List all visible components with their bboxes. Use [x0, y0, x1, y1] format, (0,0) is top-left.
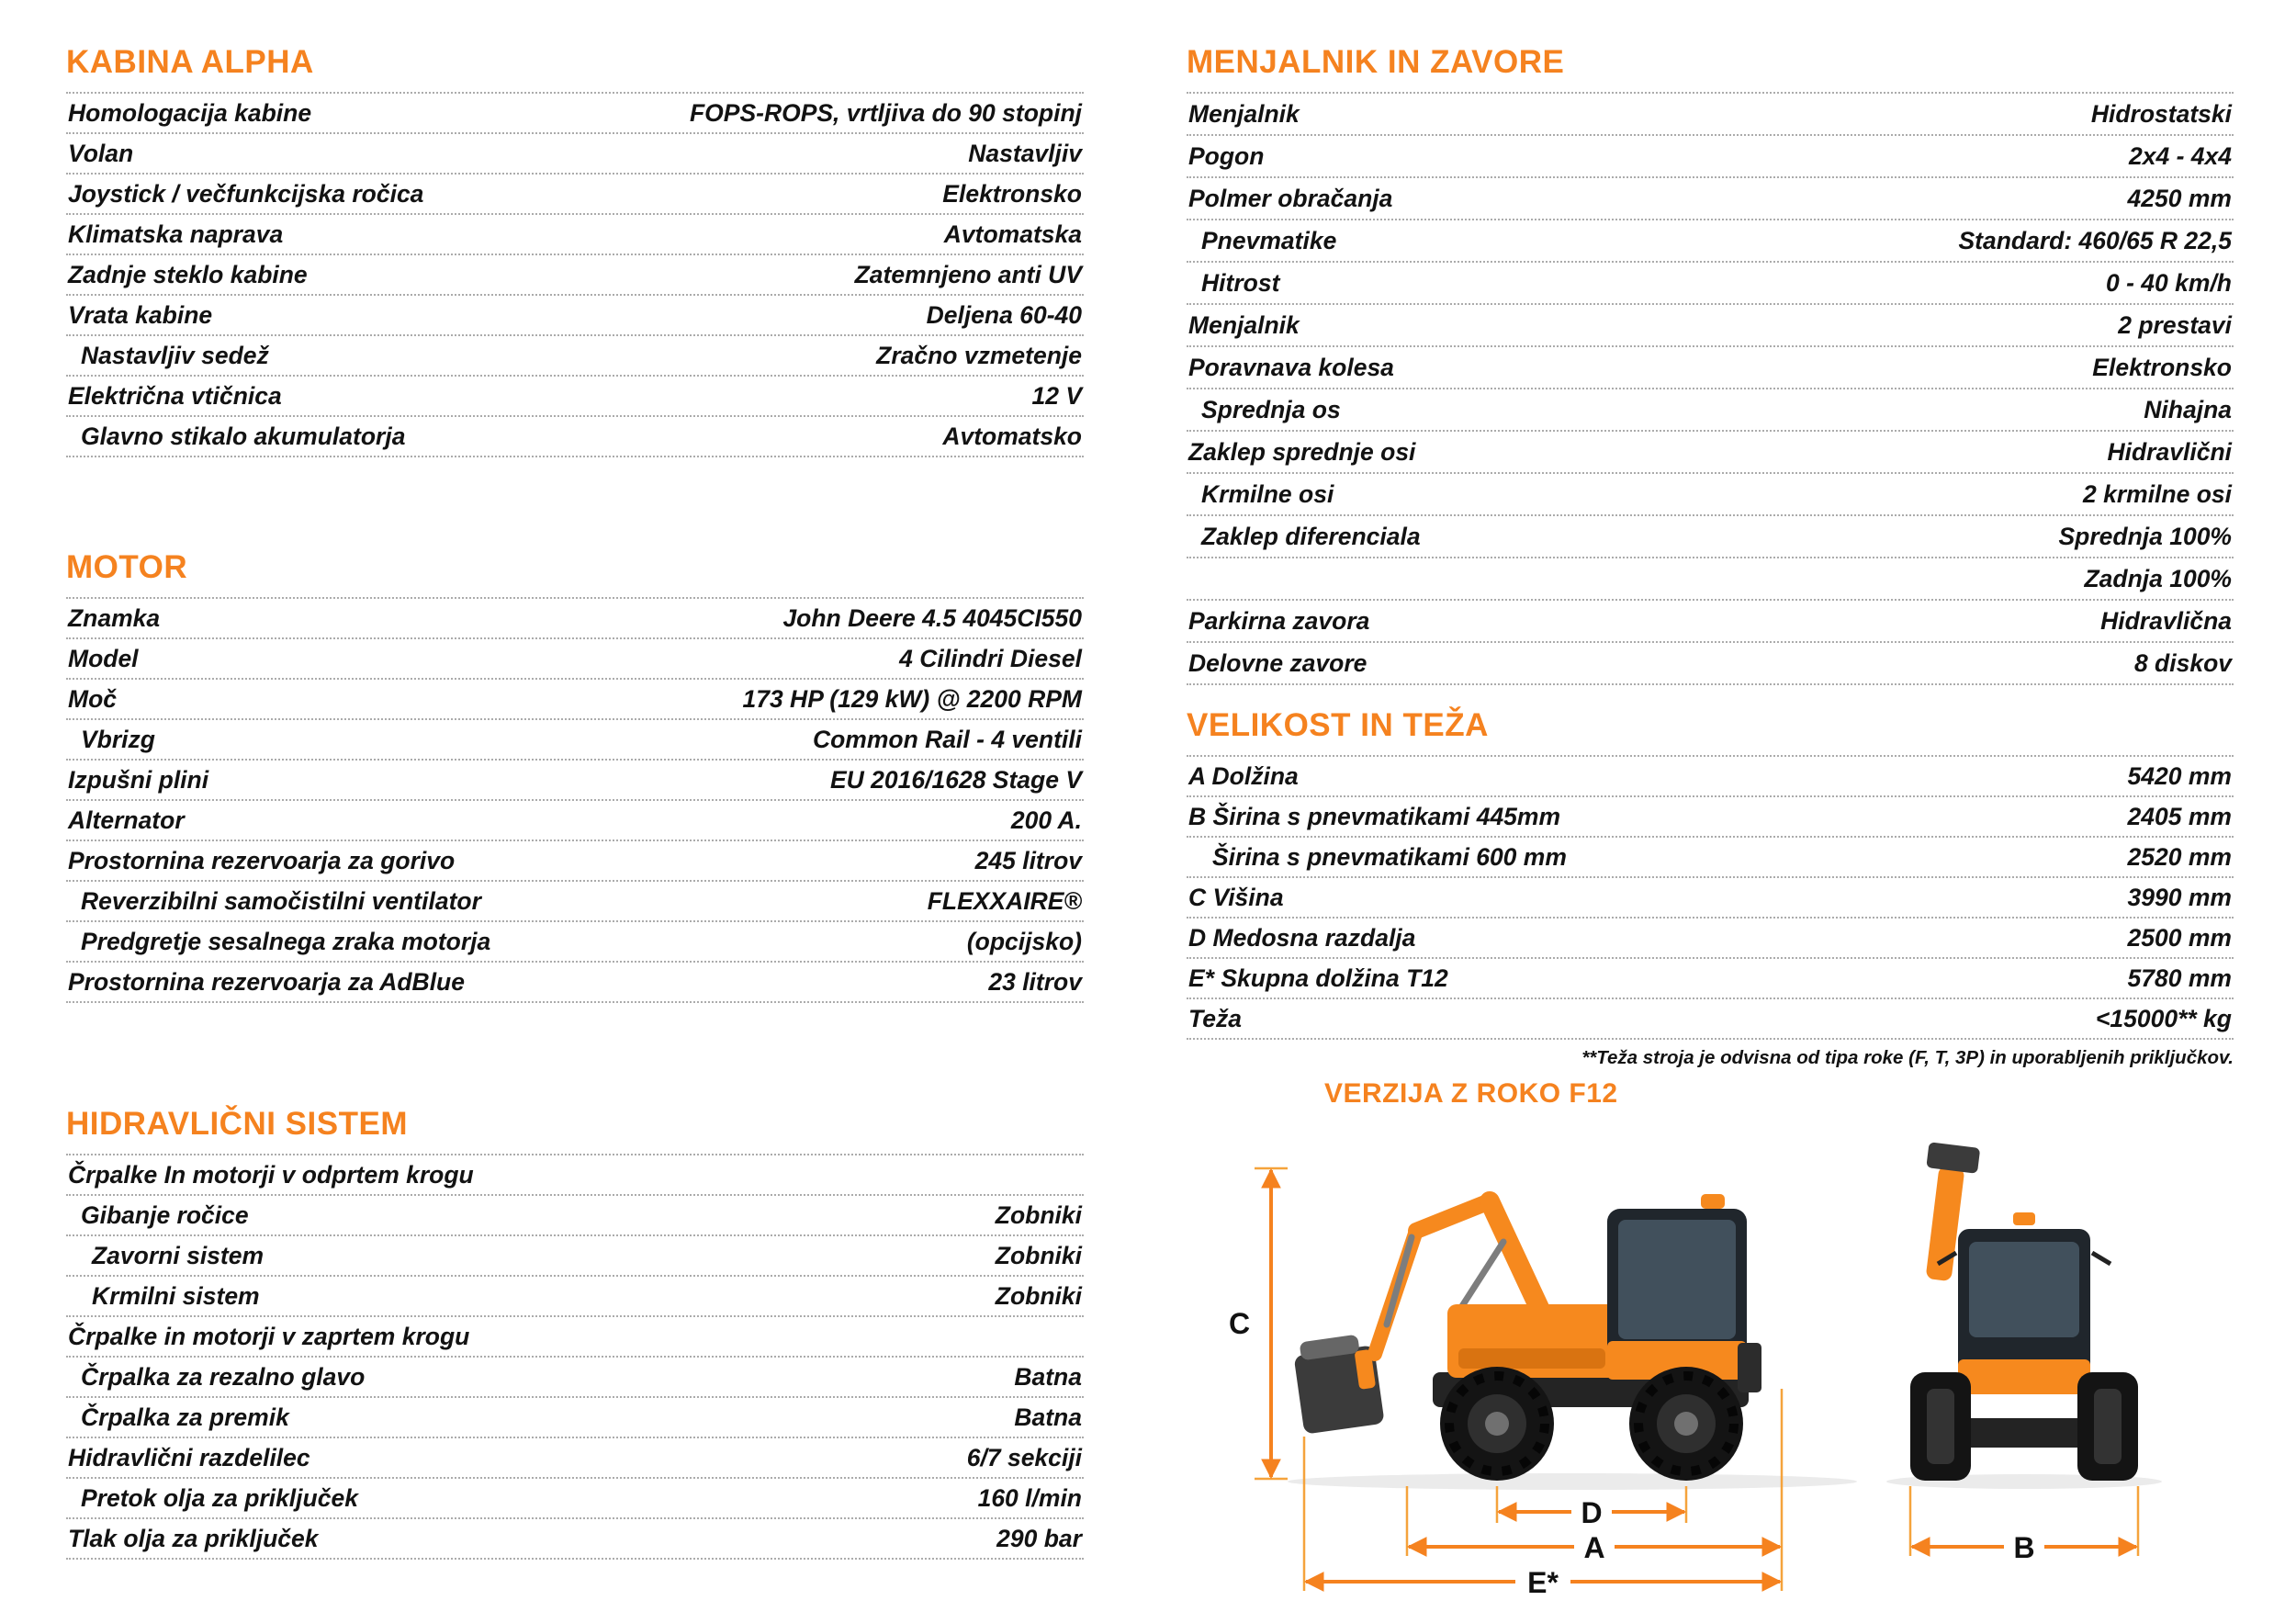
spec-value: Deljena 60-40: [926, 300, 1082, 329]
spec-value: Nihajna: [2144, 395, 2232, 423]
spec-label: Širina s pnevmatikami 600 mm: [1212, 842, 1567, 871]
spec-value: 2 krmilne osi: [2082, 479, 2232, 508]
spec-label: Homologacija kabine: [68, 98, 312, 127]
spec-row: [66, 417, 1084, 457]
spec-row: [1187, 797, 2234, 838]
spec-label: Gibanje ročice: [81, 1200, 249, 1229]
spec-row: [1187, 220, 2234, 263]
spec-label: Alternator: [68, 806, 185, 834]
spec-value: 2520 mm: [2127, 842, 2232, 871]
spec-row: [66, 1317, 1084, 1358]
machine-diagram-svg: [1187, 1113, 2234, 1609]
spec-value: 160 l/min: [977, 1483, 1082, 1512]
front-weight: [1738, 1343, 1761, 1392]
spec-value: 200 A.: [1010, 806, 1082, 834]
spec-row: [1187, 601, 2234, 643]
spec-row: [1187, 178, 2234, 220]
spec-label: D Medosna razdalja: [1188, 923, 1416, 952]
spec-label: Model: [68, 644, 139, 672]
spec-label: Volan: [68, 139, 134, 167]
spec-row: [66, 1277, 1084, 1317]
spec-row: [66, 963, 1084, 1003]
spec-row: [66, 215, 1084, 255]
spec-value: Elektronsko: [942, 179, 1082, 208]
spec-value: FLEXXAIRE®: [927, 886, 1082, 915]
spec-label: Glavno stikalo akumulatorja: [81, 422, 406, 450]
spec-label: Tlak olja za priključek: [68, 1524, 319, 1552]
section-title-velikost-in-teza: VELIKOST IN TEŽA: [1187, 707, 1489, 743]
spec-row: [1187, 516, 2234, 558]
spec-label: Moč: [68, 684, 117, 713]
spec-row: [1187, 959, 2234, 999]
section-title-menjalnik-in-zavore: MENJALNIK IN ZAVORE: [1187, 44, 1565, 80]
spec-value: 245 litrov: [974, 846, 1082, 874]
spec-row: [66, 134, 1084, 175]
spec-row: [1187, 389, 2234, 432]
spec-value: 0 - 40 km/h: [2106, 268, 2232, 297]
spec-row: [66, 1438, 1084, 1479]
section-velikost-in-teza: [1187, 707, 2234, 1069]
spec-row: [1187, 347, 2234, 389]
spec-value: 12 V: [1031, 381, 1082, 410]
spec-value: 8 diskov: [2133, 648, 2232, 677]
spec-value: Hidrostatski: [2090, 99, 2232, 128]
spec-label: Črpalke in motorji v zaprtem krogu: [68, 1322, 470, 1350]
spec-label: Izpušni plini: [68, 765, 209, 794]
spec-label: Joystick / večfunkcijska ročica: [68, 179, 424, 208]
spec-label: Krmilni sistem: [92, 1281, 260, 1310]
spec-label: Črpalka za rezalno glavo: [81, 1362, 366, 1391]
dim-label-a: A: [1583, 1531, 1605, 1564]
spec-label: Črpalka za premik: [81, 1403, 289, 1431]
spec-row: [66, 801, 1084, 841]
spec-row: [66, 1358, 1084, 1398]
spec-value: 3990 mm: [2127, 883, 2232, 911]
spec-value: Avtomatska: [943, 220, 1082, 248]
spec-value: <15000** kg: [2095, 1004, 2232, 1032]
spec-value: Hidravlični: [2107, 437, 2232, 466]
spec-row: [1187, 136, 2234, 178]
spec-table-hidravlicni-sistem: [66, 1154, 1084, 1560]
spec-value: 23 litrov: [988, 967, 1082, 996]
spec-label: Električna vtičnica: [68, 381, 282, 410]
spec-label: Krmilne osi: [1201, 479, 1334, 508]
spec-table-velikost-in-teza: [1187, 755, 2234, 1040]
spec-row: [66, 175, 1084, 215]
spec-label: Zavorni sistem: [92, 1241, 264, 1269]
spec-row: [66, 1519, 1084, 1560]
section-menjalnik-in-zavore: [1187, 44, 2234, 685]
spec-value: Zatemnjeno anti UV: [854, 260, 1082, 288]
spec-value: 6/7 sekciji: [966, 1443, 1082, 1471]
spec-label: Pogon: [1188, 141, 1265, 170]
spec-row: [66, 1236, 1084, 1277]
spec-row: [66, 94, 1084, 134]
dim-label-d: D: [1581, 1496, 1603, 1529]
spec-label: Nastavljiv sedež: [81, 341, 269, 369]
spec-label: Reverzibilni samočistilni ventilator: [81, 886, 481, 915]
spec-row: [1187, 757, 2234, 797]
spec-label: Vrata kabine: [68, 300, 213, 329]
spec-row: [66, 922, 1084, 963]
spec-value: 5420 mm: [2127, 761, 2232, 790]
spec-table-motor: [66, 597, 1084, 1003]
spec-label: Prostornina rezervoarja za AdBlue: [68, 967, 465, 996]
spec-value: Zobniki: [995, 1241, 1082, 1269]
spec-row: [66, 1196, 1084, 1236]
spec-value: Zračno vzmetenje: [876, 341, 1082, 369]
spec-row: [1187, 474, 2234, 516]
section-motor: [66, 549, 1084, 1003]
right-column: [1187, 44, 2234, 1614]
spec-value: Zobniki: [995, 1200, 1082, 1229]
engine-hood: [1447, 1304, 1618, 1378]
dim-label-b: B: [2013, 1531, 2035, 1564]
section-title-hidravlicni-sistem: HIDRAVLIČNI SISTEM: [66, 1106, 408, 1142]
dim-label-e: E*: [1527, 1566, 1559, 1599]
section-title-motor: MOTOR: [66, 549, 188, 585]
spec-value: Hidravlična: [2100, 606, 2232, 635]
spec-row: [1187, 432, 2234, 474]
spec-label: Menjalnik: [1188, 99, 1300, 128]
spec-row: [66, 639, 1084, 680]
spec-row: [66, 255, 1084, 296]
spec-value: 4250 mm: [2127, 184, 2232, 212]
spec-value: Avtomatsko: [942, 422, 1082, 450]
spec-value: 173 HP (129 kW) @ 2200 RPM: [742, 684, 1082, 713]
spec-label: Pnevmatike: [1201, 226, 1337, 254]
section-hidravlicni-sistem: [66, 1106, 1084, 1560]
spec-row: [66, 1155, 1084, 1196]
spec-row: [66, 1479, 1084, 1519]
spec-label: Klimatska naprava: [68, 220, 284, 248]
spec-row: [1187, 558, 2234, 601]
spec-value: 2x4 - 4x4: [2129, 141, 2232, 170]
spec-value: Zobniki: [995, 1281, 1082, 1310]
spec-value: 290 bar: [996, 1524, 1082, 1552]
spec-row: [1187, 643, 2234, 685]
spec-row: [66, 680, 1084, 720]
spec-value: Elektronsko: [2092, 353, 2232, 381]
spec-label: Sprednja os: [1201, 395, 1341, 423]
spec-value: 2 prestavi: [2118, 310, 2232, 339]
spec-label: Teža: [1188, 1004, 1242, 1032]
spec-label: Zaklep sprednje osi: [1188, 437, 1416, 466]
spec-row: [66, 1398, 1084, 1438]
machine-rear-view: [1910, 1142, 2138, 1481]
left-column: [66, 44, 1084, 1560]
spec-value: 2405 mm: [2127, 802, 2232, 830]
spec-row: [66, 296, 1084, 336]
spec-row: [66, 720, 1084, 761]
side-cab: [1607, 1194, 1747, 1380]
spec-table-kabina-alpha: [66, 92, 1084, 457]
spec-row: [1187, 94, 2234, 136]
spec-value: Zadnja 100%: [2084, 564, 2232, 592]
spec-row: [1187, 878, 2234, 919]
rear-cab: [1938, 1212, 2110, 1394]
spec-label: Polmer obračanja: [1188, 184, 1393, 212]
rear-axle: [1967, 1418, 2081, 1448]
spec-label: Poravnava kolesa: [1188, 353, 1394, 381]
spec-value: Standard: 460/65 R 22,5: [1958, 226, 2232, 254]
spec-label: Pretok olja za priključek: [81, 1483, 358, 1512]
spec-value: EU 2016/1628 Stage V: [829, 765, 1082, 794]
ground-shadows: [1288, 1473, 2162, 1490]
spec-label: Predgretje sesalnega zraka motorja: [81, 927, 491, 955]
spec-value: 4 Cilindri Diesel: [899, 644, 1082, 672]
spec-row: [66, 599, 1084, 639]
section-kabina-alpha: [66, 44, 1084, 457]
spec-label: E* Skupna dolžina T12: [1188, 964, 1448, 992]
spec-row: [66, 336, 1084, 377]
spec-value: Batna: [1014, 1403, 1082, 1431]
spec-label: B Širina s pnevmatikami 445mm: [1188, 802, 1561, 830]
spec-label: Parkirna zavora: [1188, 606, 1370, 635]
spec-row: [1187, 305, 2234, 347]
machine-side-view: [1292, 1194, 1761, 1481]
spec-value: John Deere 4.5 4045CI550: [782, 603, 1082, 632]
spec-row: [66, 761, 1084, 801]
spec-row: [1187, 263, 2234, 305]
spec-row: [1187, 999, 2234, 1040]
spec-table-menjalnik-in-zavore: [1187, 92, 2234, 685]
spec-label: Znamka: [68, 603, 161, 632]
spec-value: Common Rail - 4 ventili: [812, 725, 1082, 753]
spec-row: [66, 377, 1084, 417]
spec-value: Sprednja 100%: [2058, 522, 2232, 550]
spec-label: A Dolžina: [1188, 761, 1299, 790]
spec-label: Delovne zavore: [1188, 648, 1367, 677]
spec-value: 5780 mm: [2127, 964, 2232, 992]
spec-value: Nastavljiv: [968, 139, 1082, 167]
spec-row: [1187, 838, 2234, 878]
spec-label: Hidravlični razdelilec: [68, 1443, 310, 1471]
spec-value: 2500 mm: [2127, 923, 2232, 952]
spec-row: [66, 882, 1084, 922]
spec-label: Prostornina rezervoarja za gorivo: [68, 846, 456, 874]
spec-label: Vbrizg: [81, 725, 155, 753]
spec-row: [1187, 919, 2234, 959]
spec-label: Zadnje steklo kabine: [68, 260, 308, 288]
dim-label-c: C: [1229, 1307, 1251, 1340]
spec-label: Zaklep diferenciala: [1201, 522, 1421, 550]
machine-diagram: [1187, 1113, 2234, 1614]
spec-row: [66, 841, 1084, 882]
diagram-title: VERZIJA Z ROKO F12: [1324, 1078, 1618, 1109]
spec-label: Črpalke In motorji v odprtem krogu: [68, 1160, 474, 1189]
spec-value: (opcijsko): [966, 927, 1082, 955]
weight-footnote: **Teža stroja je odvisna od tipa roke (F, T, 3P) in uporabljenih priključkov.: [1581, 1047, 2234, 1068]
spec-label: Menjalnik: [1188, 310, 1300, 339]
section-title-kabina-alpha: KABINA ALPHA: [66, 44, 314, 80]
spec-label: C Višina: [1188, 883, 1284, 911]
spec-value: FOPS-ROPS, vrtljiva do 90 stopinj: [689, 98, 1082, 127]
spec-value: Batna: [1014, 1362, 1082, 1391]
spec-label: Hitrost: [1201, 268, 1280, 297]
